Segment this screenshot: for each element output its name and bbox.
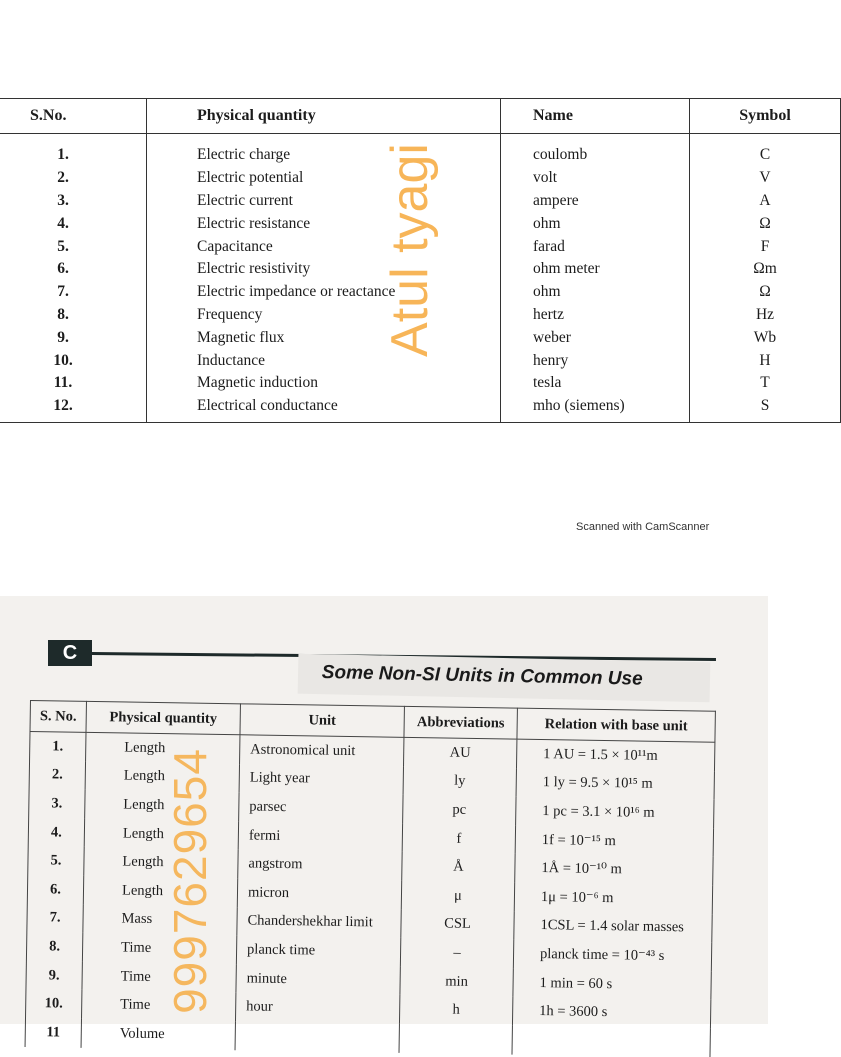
cell-sno: 5. — [57, 237, 69, 255]
header-abbreviations: Abbreviations — [404, 706, 517, 739]
cell-relation: 1Å = 10⁻¹⁰ m — [515, 854, 713, 886]
cell-physical-quantity: Magnetic flux — [147, 326, 501, 349]
cell-physical-quantity: Length — [84, 847, 238, 878]
table-row — [0, 212, 841, 235]
cell-symbol: F — [690, 235, 841, 258]
cell-sno: 8. — [57, 305, 69, 323]
non-si-table — [25, 700, 716, 1057]
cell-sno: 6. — [27, 875, 83, 904]
cell-relation: planck time = 10⁻⁴³ s — [513, 940, 711, 972]
header-relation: Relation with base unit — [517, 708, 715, 742]
header-sno: S. No. — [30, 701, 86, 733]
non-si-units-table — [25, 700, 730, 1057]
table-row — [0, 190, 841, 213]
cell-physical-quantity: Length — [83, 876, 237, 907]
cell-symbol: C — [690, 134, 841, 167]
cell-relation: 1 pc = 3.1 × 10¹⁶ m — [516, 797, 714, 829]
cell-physical-quantity: Time — [81, 990, 235, 1021]
non-si-table-body — [25, 732, 715, 1057]
cell-sno: 5. — [28, 846, 84, 875]
cell-abbreviation: Å — [402, 852, 515, 882]
section-badge: C — [48, 640, 92, 666]
cell-name: coulomb — [501, 134, 690, 167]
cell-physical-quantity: Electrical conductance — [147, 395, 501, 422]
cell-physical-quantity: Frequency — [147, 304, 501, 327]
cell-symbol: Ω — [690, 281, 841, 304]
cell-symbol: S — [690, 395, 841, 422]
table-row — [0, 167, 841, 190]
cell-name: tesla — [501, 372, 690, 395]
cell-symbol: Wb — [690, 326, 841, 349]
cell-name: mho (siemens) — [501, 395, 690, 422]
table-row — [0, 349, 841, 372]
cell-name: ohm meter — [501, 258, 690, 281]
cell-symbol: Ω — [690, 212, 841, 235]
scanner-note: Scanned with CamScanner — [576, 521, 710, 533]
cell-physical-quantity: Electric potential — [147, 167, 501, 190]
cell-abbreviation: pc — [403, 795, 516, 825]
watermark-phone-text: 9997629654 — [164, 748, 216, 1014]
cell-physical-quantity: Electric current — [147, 190, 501, 213]
si-table — [0, 98, 841, 423]
cell-symbol: Hz — [690, 304, 841, 327]
cell-sno: 1. — [57, 146, 69, 164]
cell-abbreviation — [399, 1024, 512, 1054]
cell-unit: Light year — [239, 764, 403, 795]
cell-sno: 3. — [57, 191, 69, 209]
cell-name: henry — [501, 349, 690, 372]
cell-sno: 11 — [25, 1018, 81, 1047]
header-physical-quantity: Physical quantity — [86, 701, 240, 734]
cell-physical-quantity: Length — [84, 819, 238, 850]
cell-sno: 1. — [30, 732, 86, 762]
cell-sno: 7. — [57, 283, 69, 301]
cell-abbreviation: ly — [403, 766, 516, 796]
table-row — [0, 395, 841, 422]
cell-name: hertz — [501, 304, 690, 327]
table-row — [0, 304, 841, 327]
cell-sno: 4. — [57, 214, 69, 232]
cell-physical-quantity: Electric resistance — [147, 212, 501, 235]
cell-relation: 1 AU = 1.5 × 10¹¹m — [516, 739, 714, 771]
cell-sno: 11. — [53, 374, 73, 392]
cell-name: ohm — [501, 281, 690, 304]
header-physical-quantity: Physical quantity — [147, 99, 501, 134]
si-table-header-row — [0, 99, 841, 134]
cell-sno: 4. — [28, 818, 84, 847]
cell-unit: micron — [237, 878, 401, 909]
cell-physical-quantity: Length — [85, 761, 239, 792]
cell-relation: 1μ = 10⁻⁶ m — [514, 883, 712, 915]
header-symbol: Symbol — [690, 99, 841, 134]
cell-abbreviation: f — [402, 824, 515, 854]
cell-symbol: Ωm — [690, 258, 841, 281]
cell-unit: Astronomical unit — [240, 735, 404, 767]
cell-name: farad — [501, 235, 690, 258]
cell-symbol: T — [690, 372, 841, 395]
cell-symbol: A — [690, 190, 841, 213]
cell-name: volt — [501, 167, 690, 190]
si-table-body — [0, 134, 841, 423]
cell-relation: 1 min = 60 s — [513, 968, 711, 1000]
cell-abbreviation: min — [400, 967, 513, 997]
header-name: Name — [501, 99, 690, 134]
watermark-name-text: Atul tyagi — [381, 143, 440, 357]
cell-sno: 6. — [57, 260, 69, 278]
cell-sno: 12. — [0, 395, 147, 422]
cell-unit — [235, 1021, 399, 1052]
table-row — [0, 326, 841, 349]
cell-physical-quantity: Magnetic induction — [147, 372, 501, 395]
cell-sno: 7. — [27, 904, 83, 933]
table-row — [0, 134, 841, 167]
cell-relation: 1CSL = 1.4 solar masses — [514, 911, 712, 943]
table-row — [0, 235, 841, 258]
cell-sno: 10. — [26, 989, 82, 1018]
cell-symbol: V — [690, 167, 841, 190]
cell-name: weber — [501, 326, 690, 349]
header-sno: S.No. — [0, 99, 147, 134]
cell-sno: 2. — [29, 761, 85, 790]
cell-physical-quantity: Time — [82, 962, 236, 993]
cell-physical-quantity: Volume — [81, 1019, 235, 1050]
cell-relation: 1 ly = 9.5 × 10¹⁵ m — [516, 768, 714, 800]
cell-sno: 3. — [29, 789, 85, 818]
table-row — [0, 258, 841, 281]
cell-unit: parsec — [239, 792, 403, 823]
cell-sno: 10. — [53, 351, 73, 369]
cell-abbreviation: AU — [404, 737, 517, 768]
table-row — [0, 281, 841, 304]
cell-sno: 2. — [57, 169, 69, 187]
cell-relation: 1f = 10⁻¹⁵ m — [515, 825, 713, 857]
cell-sno: 9. — [57, 328, 69, 346]
section-title: Some Non-SI Units in Common Use — [321, 662, 643, 690]
non-si-section — [0, 596, 768, 1042]
cell-physical-quantity: Length — [86, 732, 240, 764]
cell-unit: Chandershekhar limit — [237, 907, 401, 938]
cell-sno: 8. — [26, 932, 82, 961]
cell-unit: minute — [236, 964, 400, 995]
cell-unit: hour — [235, 993, 399, 1024]
cell-unit: angstrom — [238, 850, 402, 881]
cell-sno: 9. — [26, 961, 82, 990]
cell-physical-quantity: Length — [85, 790, 239, 821]
cell-physical-quantity: Electric charge — [147, 134, 501, 167]
cell-name: ampere — [501, 190, 690, 213]
cell-symbol: H — [690, 349, 841, 372]
cell-physical-quantity: Capacitance — [147, 235, 501, 258]
cell-relation: 1h = 3600 s — [512, 997, 710, 1029]
cell-physical-quantity: Mass — [83, 904, 237, 935]
header-unit: Unit — [240, 704, 404, 738]
cell-abbreviation: CSL — [401, 909, 514, 939]
cell-physical-quantity: Electric impedance or reactance — [147, 281, 501, 304]
cell-abbreviation: h — [399, 995, 512, 1025]
table-row — [0, 372, 841, 395]
cell-relation — [512, 1026, 710, 1057]
cell-abbreviation: – — [400, 938, 513, 968]
cell-physical-quantity: Electric resistivity — [147, 258, 501, 281]
cell-physical-quantity: Inductance — [147, 349, 501, 372]
cell-name: ohm — [501, 212, 690, 235]
si-derived-units-table — [0, 98, 791, 424]
cell-unit: planck time — [236, 935, 400, 966]
cell-abbreviation: μ — [401, 881, 514, 911]
cell-physical-quantity: Time — [82, 933, 236, 964]
cell-unit: fermi — [238, 821, 402, 852]
